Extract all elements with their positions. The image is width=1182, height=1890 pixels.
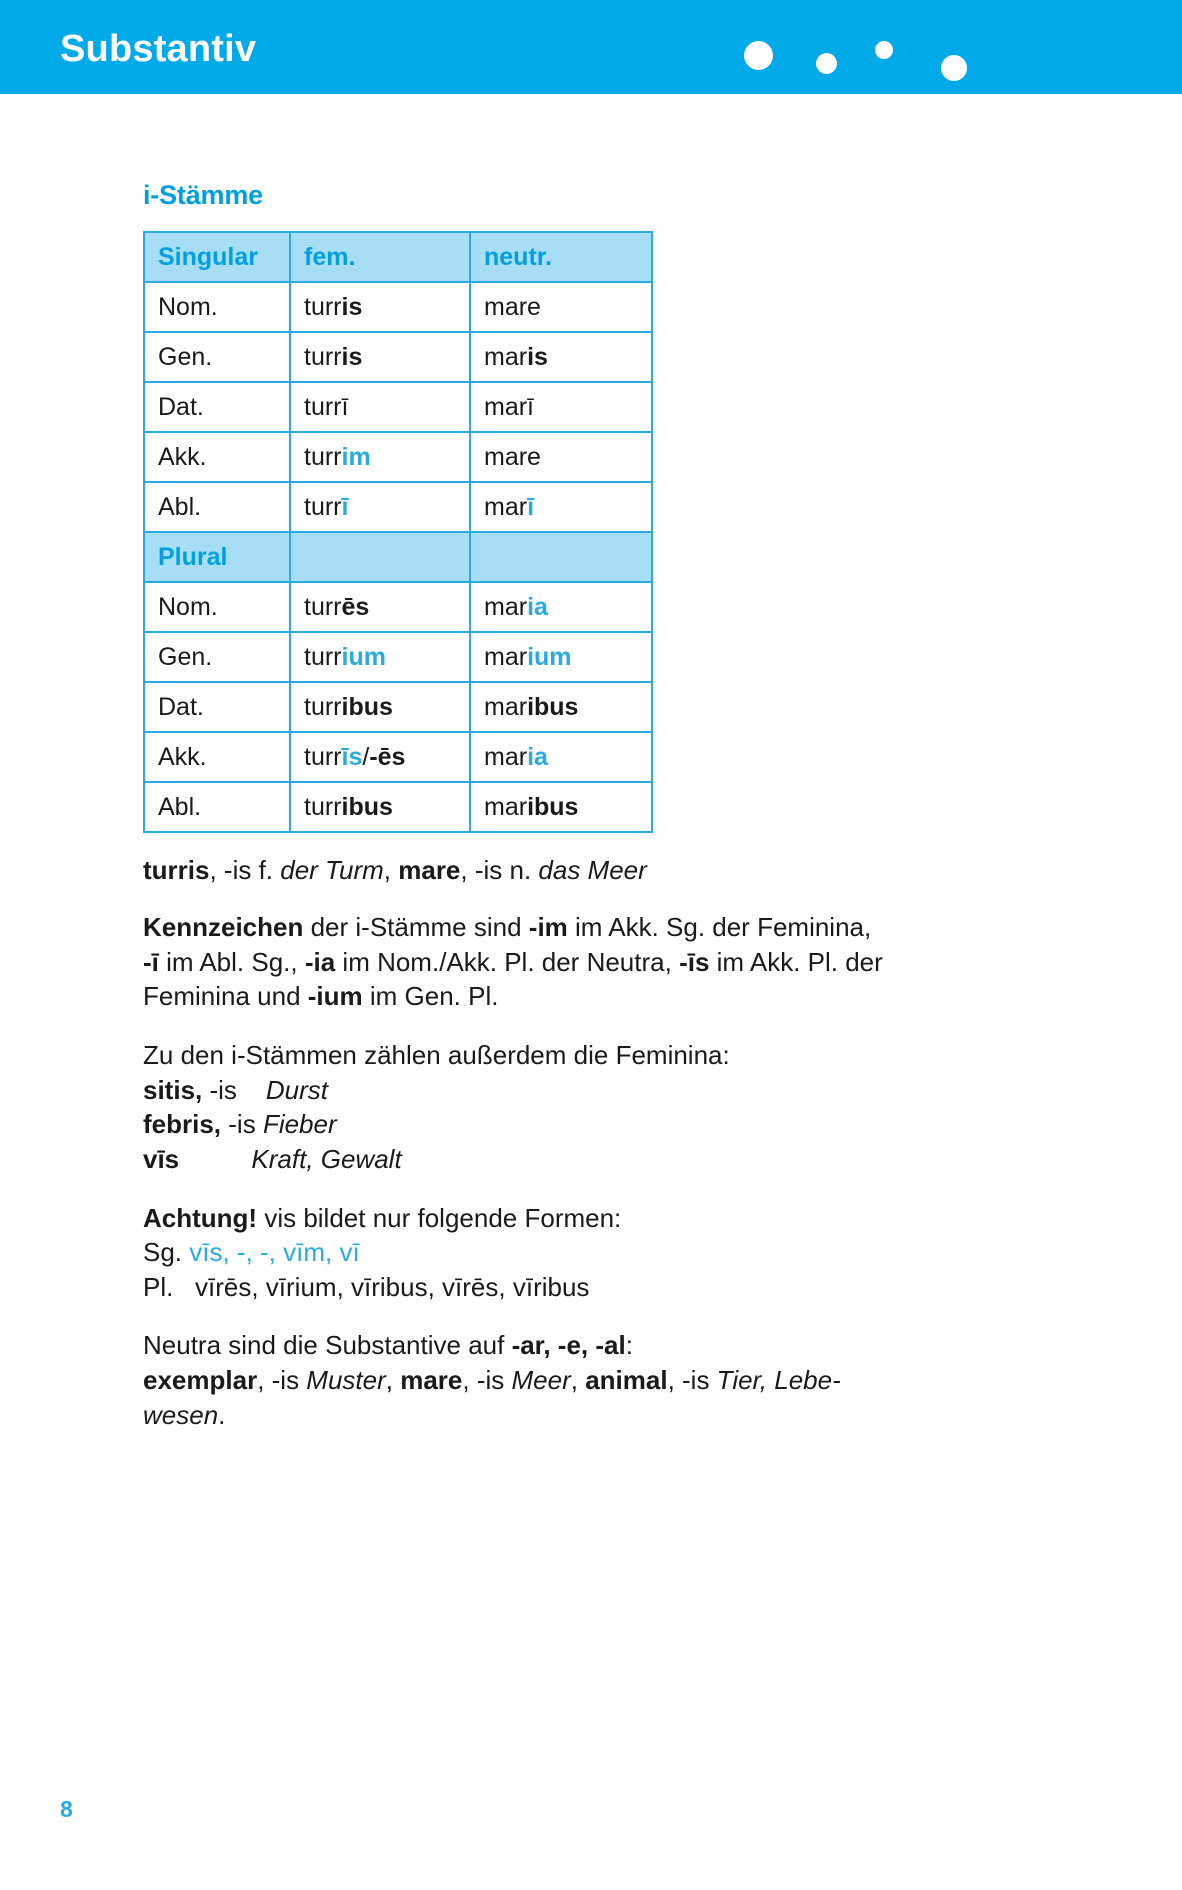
achtung-singular-forms: Sg. vīs, -, -, vīm, vī	[143, 1237, 360, 1268]
form-fem: turrī	[290, 382, 470, 432]
neutra-block	[143, 1328, 1043, 1432]
form-neutr: maria	[470, 582, 652, 632]
form-fem: turrim	[290, 432, 470, 482]
header-cell-fem: fem.	[290, 232, 470, 282]
declension-table-body	[144, 232, 652, 832]
list-item: febris, -is Fieber	[143, 1109, 337, 1140]
header-cell-plural-fem	[290, 532, 470, 582]
table-row	[144, 332, 652, 382]
header-dot-large	[744, 41, 773, 70]
page-number: 8	[60, 1796, 73, 1822]
form-neutr: mare	[470, 282, 652, 332]
form-neutr: marium	[470, 632, 652, 682]
declension-table	[143, 231, 653, 833]
form-fem: turrium	[290, 632, 470, 682]
list-item: sitis, -is Durst	[143, 1074, 328, 1105]
achtung-plural-forms: Pl. vīrēs, vīrium, vīribus, vīrēs, vīribus	[143, 1271, 590, 1302]
form-neutr: maribus	[470, 782, 652, 832]
header-dot-small	[875, 41, 893, 59]
form-neutr: mare	[470, 432, 652, 482]
form-fem: turris	[290, 282, 470, 332]
case-label: Nom.	[144, 282, 290, 332]
form-neutr: maria	[470, 732, 652, 782]
page-content	[143, 180, 1043, 1433]
header-cell-singular: Singular	[144, 232, 290, 282]
additional-feminina-block	[143, 1038, 1043, 1176]
table-row	[144, 582, 652, 632]
table-row	[144, 682, 652, 732]
table-row	[144, 482, 652, 532]
neutra-intro: Neutra sind die Substantive auf -ar, -e, -al:	[143, 1330, 633, 1361]
achtung-intro: Achtung! vis bildet nur folgende Formen:	[143, 1202, 622, 1233]
neutra-examples: exemplar, -is Muster, mare, -is Meer, animal, -is Tier, Lebe-wesen.	[143, 1365, 841, 1431]
form-fem: turribus	[290, 782, 470, 832]
form-neutr: maribus	[470, 682, 652, 732]
case-label: Gen.	[144, 332, 290, 382]
case-label: Abl.	[144, 782, 290, 832]
table-subheader-plural	[144, 532, 652, 582]
list-item: vīs Kraft, Gewalt	[143, 1144, 402, 1175]
case-label: Dat.	[144, 382, 290, 432]
header-dot-medium	[816, 53, 837, 74]
page-title: Substantiv	[60, 28, 257, 70]
table-header-row	[144, 232, 652, 282]
additional-intro: Zu den i-Stämmen zählen außerdem die Feminina:	[143, 1040, 730, 1071]
case-label: Akk.	[144, 432, 290, 482]
form-neutr: maris	[470, 332, 652, 382]
table-row	[144, 732, 652, 782]
header-cell-plural: Plural	[144, 532, 290, 582]
case-label: Nom.	[144, 582, 290, 632]
form-fem: turrī	[290, 482, 470, 532]
gloss-paragraph: turris, -is f. der Turm, mare, -is n. das Meer	[143, 855, 647, 885]
form-fem: turrīs/-ēs	[290, 732, 470, 782]
header-cell-neutr: neutr.	[470, 232, 652, 282]
table-row	[144, 382, 652, 432]
header-dot-medium-low	[941, 55, 967, 81]
page-header-bar	[0, 0, 1182, 94]
kennzeichen-paragraph: Kennzeichen der i-Stämme sind -im im Akk. Sg. der Feminina, -ī im Abl. Sg., -ia im Nom./Akk. Pl. der Neutra, -īs im Akk. Pl. der Feminina und -ium im Gen. Pl.	[143, 911, 883, 1012]
case-label: Abl.	[144, 482, 290, 532]
table-row	[144, 632, 652, 682]
form-fem: turribus	[290, 682, 470, 732]
case-label: Gen.	[144, 632, 290, 682]
achtung-block	[143, 1201, 1043, 1305]
header-cell-plural-neutr	[470, 532, 652, 582]
form-fem: turris	[290, 332, 470, 382]
table-row	[144, 282, 652, 332]
section-heading: i-Stämme	[143, 180, 263, 210]
table-row	[144, 432, 652, 482]
case-label: Akk.	[144, 732, 290, 782]
form-neutr: marī	[470, 382, 652, 432]
case-label: Dat.	[144, 682, 290, 732]
table-row	[144, 782, 652, 832]
form-fem: turrēs	[290, 582, 470, 632]
form-neutr: marī	[470, 482, 652, 532]
